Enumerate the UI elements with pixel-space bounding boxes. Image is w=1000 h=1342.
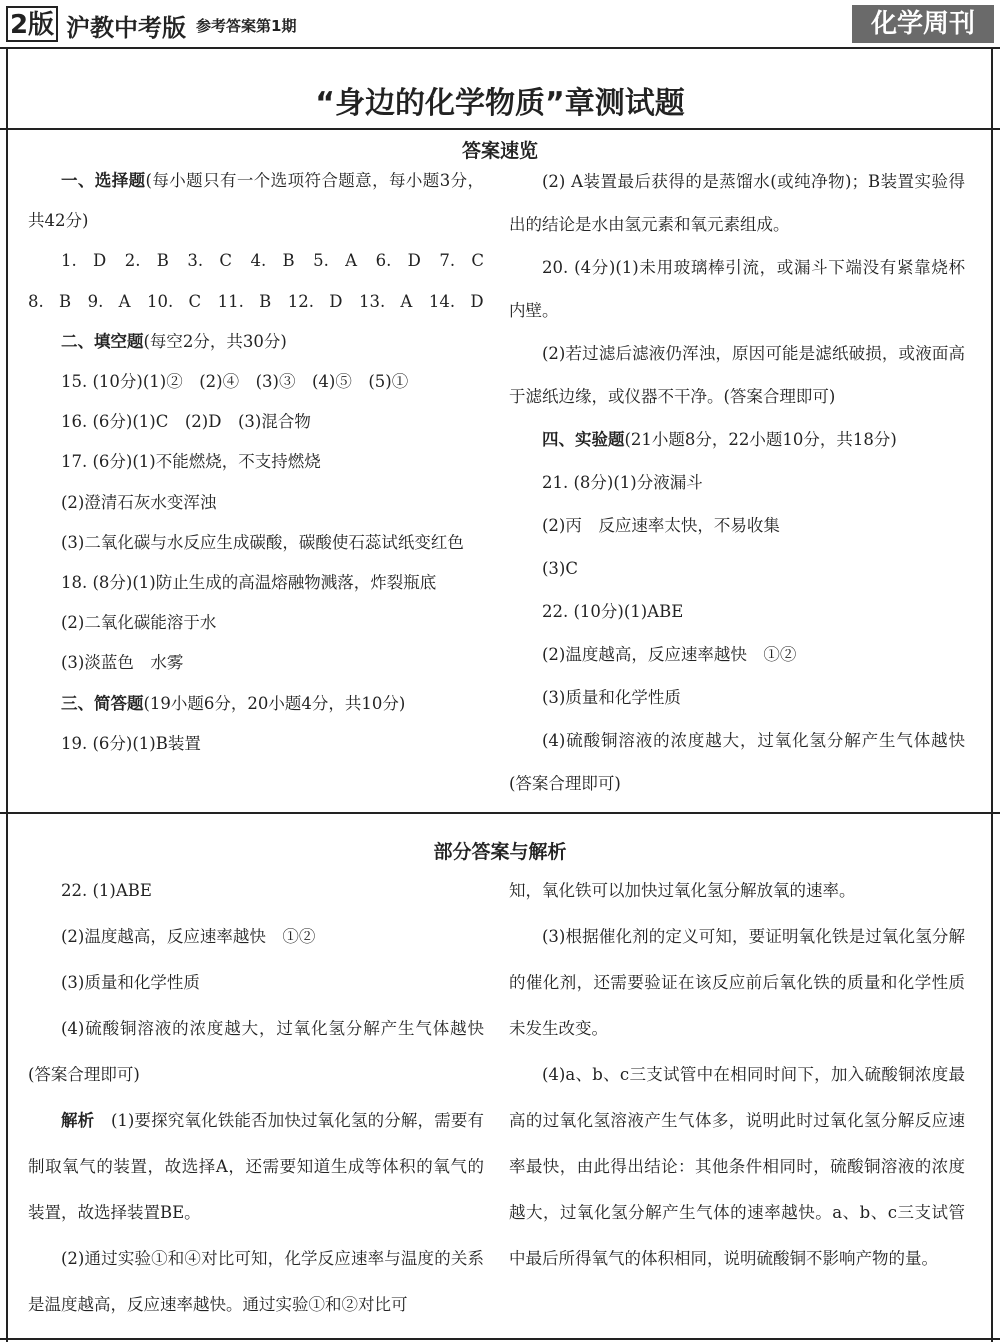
answer-line: (每小题只有一个选项符合题意，每小题3分，共42分)	[28, 171, 485, 231]
analysis-right-column	[509, 868, 965, 1282]
answer-line: 17. (6分)(1)不能燃烧，不支持燃烧	[61, 452, 321, 472]
analysis-text: (1)要探究氧化铁能否加快过氧化氢的分解，需要有制取氧气的装置，故选择A，还需要知道生成等体积的氧气的装置，故选择装置BE。	[28, 1111, 485, 1222]
header-rule	[0, 47, 1000, 49]
quick-answers-heading: 答案速览	[461, 140, 538, 162]
answer-line: (2)丙 反应速率太快，不易收集	[542, 516, 780, 535]
answer-line: (2)若过滤后滤液仍浑浊，原因可能是滤纸破损，或液面高于滤纸边缘，或仪器不干净。(答案合理即可)	[509, 344, 965, 406]
answer-line: 1. D 2. B 3. C 4. B 5. A 6. D 7. C 8. B 9. A 10. C 11. B 12. D 13. A 14. D	[28, 251, 501, 311]
right-border	[991, 48, 993, 1342]
analysis-left-column	[28, 868, 484, 1328]
answer-line: 19. (6分)(1)B装置	[61, 733, 201, 753]
section-label: 一、选择题	[61, 171, 146, 190]
page-title: “身边的化学物质”章测试题	[315, 86, 685, 121]
section-label: 三、简答题	[61, 693, 144, 713]
answer-line: 21. (8分)(1)分液漏斗	[542, 473, 703, 492]
answer-line: (2)温度越高，反应速率越快 ①②	[542, 645, 797, 664]
answer-line: 15. (10分)(1)② (2)④ (3)③ (4)⑤ (5)①	[61, 372, 409, 392]
bottom-rule	[0, 1338, 1000, 1340]
analysis-heading: 部分答案与解析	[433, 841, 567, 863]
answer-line: (2) A装置最后获得的是蒸馏水(或纯净物)；B装置实验得出的结论是水由氢元素和氧元素组成。	[509, 172, 965, 234]
analysis-text: 知，氧化铁可以加快过氧化氢分解放氧的速率。	[509, 881, 856, 900]
answer-line: (3)C	[542, 559, 578, 578]
answer-line: (每空2分，共30分)	[143, 331, 287, 351]
analysis-text: (3)根据催化剂的定义可知，要证明氧化铁是过氧化氢分解的催化剂，还需要验证在该反应前后氧化铁的质量和化学性质未发生改变。	[509, 927, 965, 1038]
title-rule	[0, 128, 1000, 130]
answer-line: (3)质量和化学性质	[61, 973, 200, 992]
answer-line: (2)温度越高，反应速率越快 ①②	[61, 927, 316, 946]
answer-line: 22. (10分)(1)ABE	[542, 602, 684, 621]
answer-line: (2)二氧化碳能溶于水	[61, 613, 217, 633]
analysis-text: (2)通过实验①和④对比可知，化学反应速率与温度的关系是温度越高，反应速率越快。通过实验①和②对比可	[28, 1249, 484, 1314]
left-border	[6, 48, 8, 1342]
page-header	[0, 0, 1000, 48]
answer-line: 16. (6分)(1)C (2)D (3)混合物	[61, 412, 311, 432]
answer-line: (3)淡蓝色 水雾	[61, 653, 184, 673]
answer-line: 20. (4分)(1)未用玻璃棒引流，或漏斗下端没有紧靠烧杯内壁。	[509, 258, 965, 320]
answer-line: (3)二氧化碳与水反应生成碳酸，碳酸使石蕊试纸变红色	[61, 532, 464, 552]
masthead: 化学周刊	[852, 5, 994, 43]
answer-line: (4)硫酸铜溶液的浓度越大，过氧化氢分解产生气体越快(答案合理即可)	[509, 731, 965, 793]
answer-line: (4)硫酸铜溶液的浓度越大，过氧化氢分解产生气体越快(答案合理即可)	[28, 1019, 484, 1084]
quick-answers-left-column	[28, 161, 501, 764]
answer-line: (21小题8分，22小题10分，共18分)	[624, 430, 897, 449]
answer-line: (3)质量和化学性质	[542, 688, 681, 707]
analysis-text: (4)a、b、c三支试管中在相同时间下，加入硫酸铜浓度最高的过氧化氢溶液产生气体多，说明此时过氧化氢分解反应速率最快，由此得出结论：其他条件相同时，硫酸铜溶液的浓度越大，过氧化氢分解产生气体的速率越快。a、b、c三支试管中最后所得氧气的体积相同，说明硫酸铜不影响产物的量。	[509, 1065, 965, 1268]
answer-line: (19小题6分，20小题4分，共10分)	[143, 693, 406, 713]
edition-badge: 2版	[6, 6, 58, 42]
quick-answers-right-column	[509, 160, 965, 805]
section-rule	[0, 812, 1000, 814]
answer-line: 18. (8分)(1)防止生成的高温熔融物溅落，炸裂瓶底	[61, 573, 437, 593]
issue-label: 参考答案第1期	[196, 17, 297, 35]
section-label: 四、实验题	[542, 430, 625, 449]
section-label: 二、填空题	[61, 331, 144, 351]
answer-line: (2)澄清石灰水变浑浊	[61, 492, 217, 512]
analysis-label: 解析	[61, 1111, 95, 1130]
answer-line: 22. (1)ABE	[61, 881, 152, 900]
publication-name: 沪教中考版	[66, 14, 186, 42]
